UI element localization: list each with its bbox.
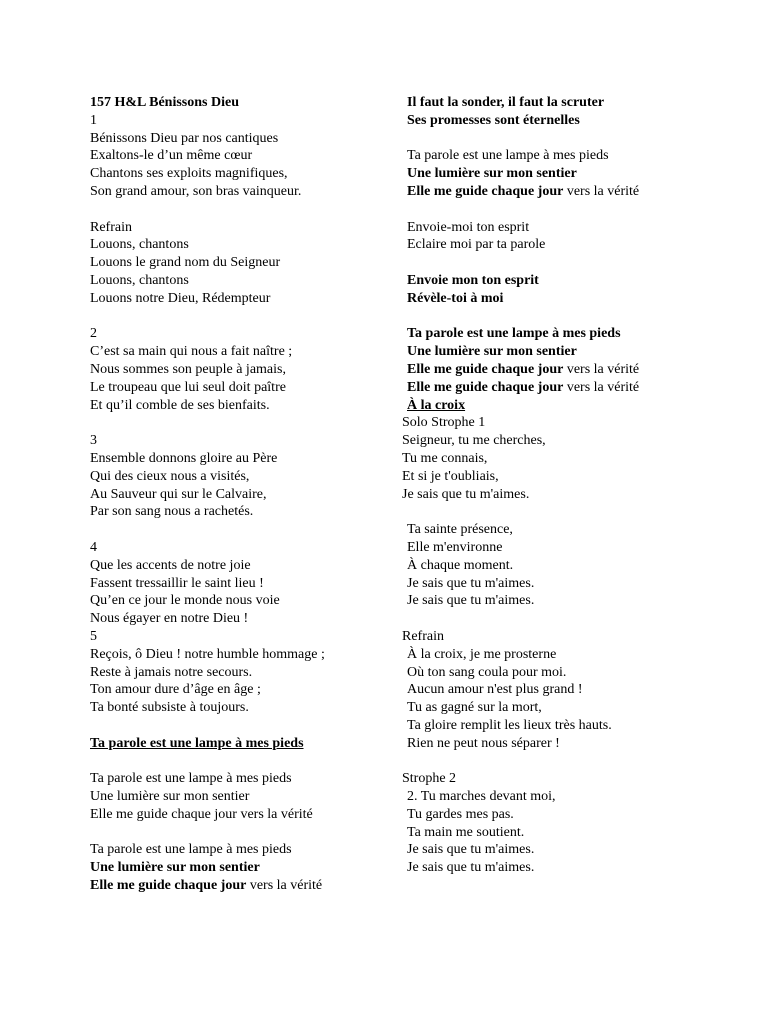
line-text: Je sais que tu m'aimes. (407, 842, 535, 858)
line-text: Ta gloire remplit les lieux très hauts. (407, 717, 612, 733)
line-text: Elle me guide chaque jour (407, 379, 564, 395)
text-line (90, 254, 390, 272)
text-line (402, 770, 742, 788)
line-text: Refrain (90, 219, 132, 235)
line-text: Elle me guide chaque jour (407, 183, 564, 199)
line-text: 5 (90, 628, 97, 644)
line-text: Ta bonté subsiste à toujours. (90, 700, 249, 716)
text-line (402, 699, 742, 717)
text-line (402, 681, 742, 699)
text-line (90, 130, 390, 148)
text-line (90, 717, 390, 735)
text-line (90, 557, 390, 575)
line-text: Fassent tressaillir le saint lieu ! (90, 575, 264, 591)
text-line (402, 503, 742, 521)
line-text: Et si je t'oubliais, (402, 468, 499, 484)
line-text: À chaque moment. (407, 557, 514, 573)
line-text: Reçois, ô Dieu ! notre humble hommage ; (90, 646, 325, 662)
text-line (90, 450, 390, 468)
line-text: Où ton sang coula pour moi. (407, 664, 567, 680)
line-text: Il faut la sonder, il faut la scruter (407, 95, 605, 110)
text-line (402, 646, 742, 664)
line-tail-text: vers la vérité (246, 878, 323, 894)
text-line (402, 557, 742, 575)
text-line (90, 575, 390, 593)
line-text: Par son sang nous a rachetés. (90, 504, 254, 520)
line-text: 157 H&L Bénissons Dieu (90, 95, 239, 110)
text-line (90, 859, 390, 877)
line-text: Elle m'environne (407, 539, 503, 555)
text-line (90, 361, 390, 379)
line-text: Son grand amour, son bras vainqueur. (90, 183, 302, 199)
text-line (90, 628, 390, 646)
line-text: Aucun amour n'est plus grand ! (407, 682, 583, 698)
text-line (90, 770, 390, 788)
line-text: Louons, chantons (90, 272, 189, 288)
text-line (90, 699, 390, 717)
line-text: Ta parole est une lampe à mes pieds (90, 842, 292, 858)
line-text: Bénissons Dieu par nos cantiques (90, 130, 279, 146)
text-line (402, 236, 742, 254)
line-text: Ta parole est une lampe à mes pieds (407, 326, 621, 342)
line-text: Que les accents de notre joie (90, 557, 251, 573)
line-text: Ta parole est une lampe à mes pieds (90, 735, 304, 751)
text-line (402, 717, 742, 735)
line-text: C’est sa main qui nous a fait naître ; (90, 344, 293, 360)
line-text: Une lumière sur mon sentier (407, 344, 577, 360)
line-text: Elle me guide chaque jour vers la vérité (90, 806, 313, 822)
text-line (90, 806, 390, 824)
text-line (402, 592, 742, 610)
line-text: Une lumière sur mon sentier (90, 860, 260, 876)
text-line (402, 290, 742, 308)
line-text: Elle me guide chaque jour (407, 361, 564, 377)
line-text: À la croix, je me prosterne (407, 646, 557, 662)
text-line (402, 486, 742, 504)
line-text: Strophe 2 (402, 771, 457, 787)
text-line (90, 183, 390, 201)
text-line (402, 254, 742, 272)
text-line (90, 752, 390, 770)
text-line (90, 147, 390, 165)
text-line (402, 521, 742, 539)
text-line (402, 664, 742, 682)
line-text: Exaltons-le d’un même cœur (90, 148, 253, 164)
text-line (402, 414, 742, 432)
text-line (90, 236, 390, 254)
text-line (90, 735, 390, 753)
text-line (90, 824, 390, 842)
line-text: Seigneur, tu me cherches, (402, 433, 546, 449)
text-line (402, 379, 742, 397)
text-line (402, 806, 742, 824)
text-line (90, 877, 390, 895)
text-line (402, 361, 742, 379)
text-line (402, 735, 742, 753)
line-text: Je sais que tu m'aimes. (407, 575, 535, 591)
text-line (90, 681, 390, 699)
line-text: Je sais que tu m'aimes. (407, 860, 535, 876)
text-line (402, 788, 742, 806)
text-line (90, 432, 390, 450)
line-tail-text: vers la vérité (563, 361, 640, 377)
line-tail-text: vers la vérité (563, 379, 640, 395)
line-text: Solo Strophe 1 (402, 415, 486, 431)
line-text: Une lumière sur mon sentier (90, 789, 250, 805)
text-line (90, 521, 390, 539)
text-line (402, 824, 742, 842)
line-text: Tu me connais, (402, 450, 488, 466)
text-line (402, 432, 742, 450)
text-line (402, 841, 742, 859)
line-text: 1 (90, 112, 97, 128)
line-text: Louons, chantons (90, 237, 189, 253)
line-text: Chantons ses exploits magnifiques, (90, 166, 288, 182)
line-text: Ensemble donnons gloire au Père (90, 450, 278, 466)
line-text: Révèle-toi à moi (407, 290, 504, 306)
line-text: Rien ne peut nous séparer ! (407, 735, 560, 751)
text-line (402, 397, 742, 415)
text-line (402, 859, 742, 877)
text-line (90, 94, 390, 112)
text-line (402, 308, 742, 326)
text-line (90, 486, 390, 504)
line-text: Qu’en ce jour le monde nous voie (90, 593, 280, 609)
text-line (90, 379, 390, 397)
text-line (90, 610, 390, 628)
text-line (402, 147, 742, 165)
line-text: 4 (90, 539, 97, 555)
text-line (402, 201, 742, 219)
text-line (90, 664, 390, 682)
text-line (402, 183, 742, 201)
text-line (402, 450, 742, 468)
text-line (90, 841, 390, 859)
text-line (402, 130, 742, 148)
text-line (90, 112, 390, 130)
text-line (90, 503, 390, 521)
text-line (402, 628, 742, 646)
text-line (402, 272, 742, 290)
text-line (90, 343, 390, 361)
line-text: Ta parole est une lampe à mes pieds (90, 771, 292, 787)
line-text: 2 (90, 326, 97, 342)
line-text: Envoie mon ton esprit (407, 272, 539, 288)
line-text: Louons notre Dieu, Rédempteur (90, 290, 271, 306)
text-line (402, 610, 742, 628)
text-line (402, 219, 742, 237)
left-column (90, 94, 390, 895)
text-line (402, 325, 742, 343)
line-text: Reste à jamais notre secours. (90, 664, 253, 680)
text-line (90, 592, 390, 610)
line-text: Une lumière sur mon sentier (407, 166, 577, 182)
line-text: Envoie-moi ton esprit (407, 219, 530, 235)
text-line (90, 539, 390, 557)
text-line (402, 575, 742, 593)
line-text: Je sais que tu m'aimes. (407, 593, 535, 609)
line-text: Louons le grand nom du Seigneur (90, 255, 281, 271)
line-text: Nous égayer en notre Dieu ! (90, 611, 249, 627)
line-text: Ta main me soutient. (407, 824, 525, 840)
line-text: Tu gardes mes pas. (407, 806, 514, 822)
text-line (402, 165, 742, 183)
line-text: Au Sauveur qui sur le Calvaire, (90, 486, 267, 502)
line-text: Qui des cieux nous a visités, (90, 468, 250, 484)
text-line (90, 325, 390, 343)
line-text: Ta sainte présence, (407, 522, 513, 538)
line-text: Nous sommes son peuple à jamais, (90, 361, 286, 377)
line-text: 3 (90, 433, 97, 449)
line-text: Le troupeau que lui seul doit paître (90, 379, 286, 395)
text-line (90, 201, 390, 219)
text-line (402, 468, 742, 486)
line-tail-text: vers la vérité (563, 183, 640, 199)
line-text: Ses promesses sont éternelles (407, 112, 580, 128)
text-line (90, 165, 390, 183)
line-text: Tu as gagné sur la mort, (407, 700, 542, 716)
line-text: Ta parole est une lampe à mes pieds (407, 148, 609, 164)
line-text: Refrain (402, 628, 444, 644)
line-text: Et qu’il comble de ses bienfaits. (90, 397, 270, 413)
text-line (402, 94, 742, 112)
text-line (90, 468, 390, 486)
text-line (90, 290, 390, 308)
line-text: Elle me guide chaque jour (90, 878, 247, 894)
text-line (90, 788, 390, 806)
text-line (90, 646, 390, 664)
text-line (90, 272, 390, 290)
text-line (90, 308, 390, 326)
line-text: Je sais que tu m'aimes. (402, 486, 530, 502)
text-line (402, 752, 742, 770)
line-text: À la croix (407, 397, 466, 413)
line-text: Eclaire moi par ta parole (407, 237, 546, 253)
text-line (402, 112, 742, 130)
line-text: 2. Tu marches devant moi, (407, 789, 556, 805)
text-line (90, 414, 390, 432)
text-line (402, 343, 742, 361)
text-line (90, 219, 390, 237)
right-column (402, 94, 742, 877)
text-line (402, 539, 742, 557)
line-text: Ton amour dure d’âge en âge ; (90, 682, 261, 698)
text-line (90, 397, 390, 415)
